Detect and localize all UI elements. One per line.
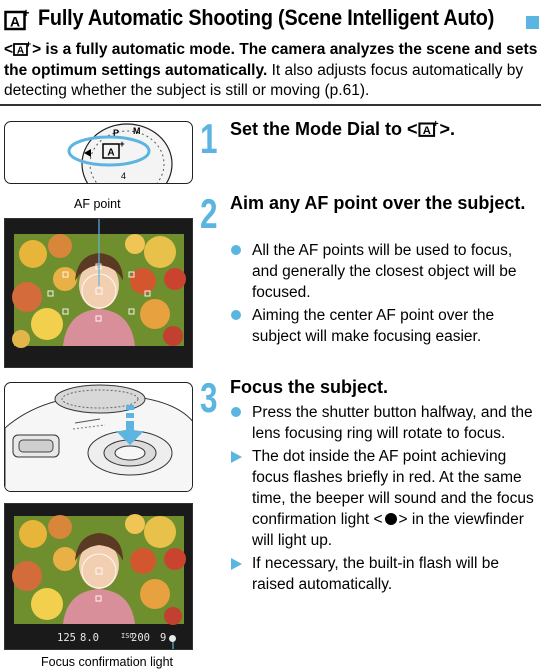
page-header <box>4 4 541 34</box>
svg-text:A: A <box>422 125 431 137</box>
svg-text:+: + <box>25 40 32 49</box>
step-1-heading: Set the Mode Dial to < A + >. <box>230 119 456 139</box>
shutter-button-icon <box>5 383 193 492</box>
iso-value: 200 <box>131 632 150 644</box>
focus-confirmation-light-icon <box>385 513 397 525</box>
svg-text:4: 4 <box>121 171 127 181</box>
bullet-dot-icon <box>231 407 241 417</box>
svg-text:A: A <box>9 13 21 30</box>
mode-dial-illustration <box>4 121 193 184</box>
section-marker <box>526 16 539 29</box>
scene-intelligent-auto-icon <box>418 119 440 137</box>
header-divider <box>0 104 541 106</box>
svg-text:A: A <box>107 147 115 159</box>
list-item: The dot inside the AF point achieving focus flashes briefly in red. At the same time, the beeper will sound and the focus confirmation light < > in the viewfinder will light up. <box>230 446 536 551</box>
shots-remaining-value: 9 <box>160 632 167 644</box>
svg-text:A: A <box>16 45 25 56</box>
scene-intelligent-auto-icon <box>13 40 32 56</box>
aperture-value: 8.0 <box>80 632 99 644</box>
list-item: All the AF points will be used to focus, and generally the closest object will be focused. <box>230 240 536 303</box>
result-arrow-icon <box>231 558 242 570</box>
result-arrow-icon <box>231 451 242 463</box>
step-3-bullets <box>230 402 536 597</box>
focus-confirmation-caption: Focus confirmation light <box>41 655 174 669</box>
step-2-bullets <box>230 240 536 349</box>
iso-label: ISO <box>121 632 134 640</box>
svg-text:+: + <box>432 119 439 130</box>
scene-intelligent-auto-icon <box>4 7 31 31</box>
viewfinder-image-focus <box>4 503 193 650</box>
mode-dial-icon <box>5 122 193 184</box>
svg-text:P: P <box>113 128 120 138</box>
list-item: Aiming the center AF point over the subject will make focusing easier. <box>230 305 536 347</box>
step-2-heading: Aim any AF point over the subject. <box>230 193 526 213</box>
page-title: Fully Automatic Shooting (Scene Intelligent Auto) <box>38 5 495 30</box>
bullet-dot-icon <box>231 245 241 255</box>
list-item: Press the shutter button halfway, and the lens focusing ring will rotate to focus. <box>230 402 536 444</box>
shutter-speed-value: 125 <box>57 632 76 644</box>
focus-confirmation-light-icon <box>169 635 176 642</box>
step-1-number: 1 <box>200 115 218 162</box>
viewfinder-image-af-points <box>4 218 193 368</box>
svg-text:+: + <box>22 7 30 20</box>
svg-text:M: M <box>133 126 141 136</box>
viewfinder-info-bar <box>5 629 193 649</box>
bullet-dot-icon <box>231 310 241 320</box>
intro-paragraph: < A + > is a fully automatic mode. The camera analyzes the scene and sets the optimum settings automatically. It also adjusts focus automatically by detecting whether the subject is still or moving (p.61). <box>4 40 538 99</box>
list-item: If necessary, the built-in flash will be raised automatically. <box>230 553 536 595</box>
shutter-button-illustration <box>4 382 193 492</box>
step-3-number: 3 <box>200 374 218 421</box>
step-3-heading: Focus the subject. <box>230 377 389 397</box>
svg-text:+: + <box>119 139 125 149</box>
af-point-caption: AF point <box>74 197 121 211</box>
step-2-number: 2 <box>200 190 218 237</box>
